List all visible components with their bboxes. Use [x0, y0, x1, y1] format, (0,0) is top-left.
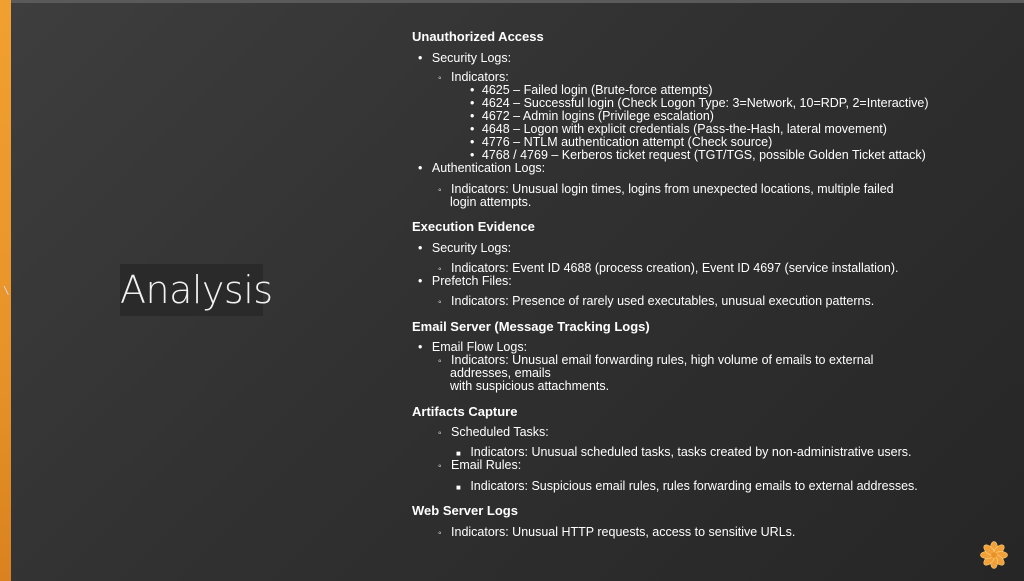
- list-item: • Security Logs:: [418, 241, 512, 255]
- left-mark: \: [3, 284, 10, 297]
- bullet-circle-icon: ◦: [438, 297, 442, 308]
- bullet-disc-icon: •: [418, 161, 423, 175]
- list-item: ■ Indicators: Suspicious email rules, rules forwarding emails to external addresses.: [456, 479, 918, 493]
- bullet-circle-icon: ◦: [438, 428, 442, 439]
- section-heading-unauthorized-access: Unauthorized Access: [412, 29, 544, 44]
- list-item: • 4624 – Successful login (Check Logon Type: 3=Network, 10=RDP, 2=Interactive): [470, 96, 929, 110]
- slide-title: Analysis: [120, 268, 273, 312]
- list-item: ■ Indicators: Unusual scheduled tasks, tasks created by non-administrative users.: [456, 445, 912, 459]
- list-item: ◦ Indicators: Presence of rarely used executables, unusual execution patterns.: [438, 294, 875, 308]
- top-border: [0, 0, 1024, 3]
- bullet-square-icon: ■: [456, 483, 461, 492]
- bullet-disc-icon: •: [470, 135, 475, 149]
- list-item: • Authentication Logs:: [418, 161, 546, 175]
- bullet-disc-icon: •: [418, 274, 423, 288]
- list-item-continuation: addresses, emails: [450, 366, 551, 380]
- list-item: • Email Flow Logs:: [418, 340, 528, 354]
- bullet-disc-icon: •: [418, 241, 423, 255]
- list-item: • Security Logs:: [418, 51, 512, 65]
- bullet-circle-icon: ◦: [438, 461, 442, 472]
- list-item-continuation: with suspicious attachments.: [450, 379, 610, 393]
- bullet-disc-icon: •: [470, 109, 475, 123]
- bullet-circle-icon: ◦: [438, 73, 442, 84]
- list-item: ◦ Indicators: Unusual email forwarding rules, high volume of emails to external: [438, 353, 874, 367]
- list-item: ◦ Scheduled Tasks:: [438, 425, 549, 439]
- bullet-circle-icon: ◦: [438, 356, 442, 367]
- list-item: • 4648 – Logon with explicit credentials (Pass-the-Hash, lateral movement): [470, 122, 887, 136]
- section-heading-artifacts-capture: Artifacts Capture: [412, 404, 518, 419]
- section-heading-execution-evidence: Execution Evidence: [412, 219, 535, 234]
- bullet-square-icon: ■: [456, 449, 461, 458]
- bullet-disc-icon: •: [418, 51, 423, 65]
- list-item: • 4625 – Failed login (Brute-force attempts): [470, 83, 713, 97]
- list-item: • 4776 – NTLM authentication attempt (Check source): [470, 135, 773, 149]
- list-item: • 4768 / 4769 – Kerberos ticket request (TGT/TGS, possible Golden Ticket attack): [470, 148, 926, 162]
- section-heading-web-server-logs: Web Server Logs: [412, 503, 518, 518]
- bullet-circle-icon: ◦: [438, 528, 442, 539]
- bullet-disc-icon: •: [470, 122, 475, 136]
- list-item: ◦ Indicators: Event ID 4688 (process creation), Event ID 4697 (service installation).: [438, 261, 899, 275]
- list-item: • 4672 – Admin logins (Privilege escalation): [470, 109, 714, 123]
- list-item: • Prefetch Files:: [418, 274, 512, 288]
- bullet-circle-icon: ◦: [438, 185, 442, 196]
- list-item: ◦ Email Rules:: [438, 458, 522, 472]
- list-item: ◦ Indicators: Unusual login times, logins from unexpected locations, multiple failed: [438, 182, 894, 196]
- bullet-disc-icon: •: [470, 83, 475, 97]
- orange-flower-logo-icon: [979, 540, 1009, 570]
- bullet-disc-icon: •: [470, 96, 475, 110]
- bullet-circle-icon: ◦: [438, 264, 442, 275]
- bullet-disc-icon: •: [470, 148, 475, 162]
- bullet-disc-icon: •: [418, 340, 423, 354]
- section-heading-email-server: Email Server (Message Tracking Logs): [412, 319, 650, 334]
- list-item: ◦ Indicators: Unusual HTTP requests, access to sensitive URLs.: [438, 525, 796, 539]
- list-item-continuation: login attempts.: [450, 195, 532, 209]
- list-item: ◦ Indicators:: [438, 70, 509, 84]
